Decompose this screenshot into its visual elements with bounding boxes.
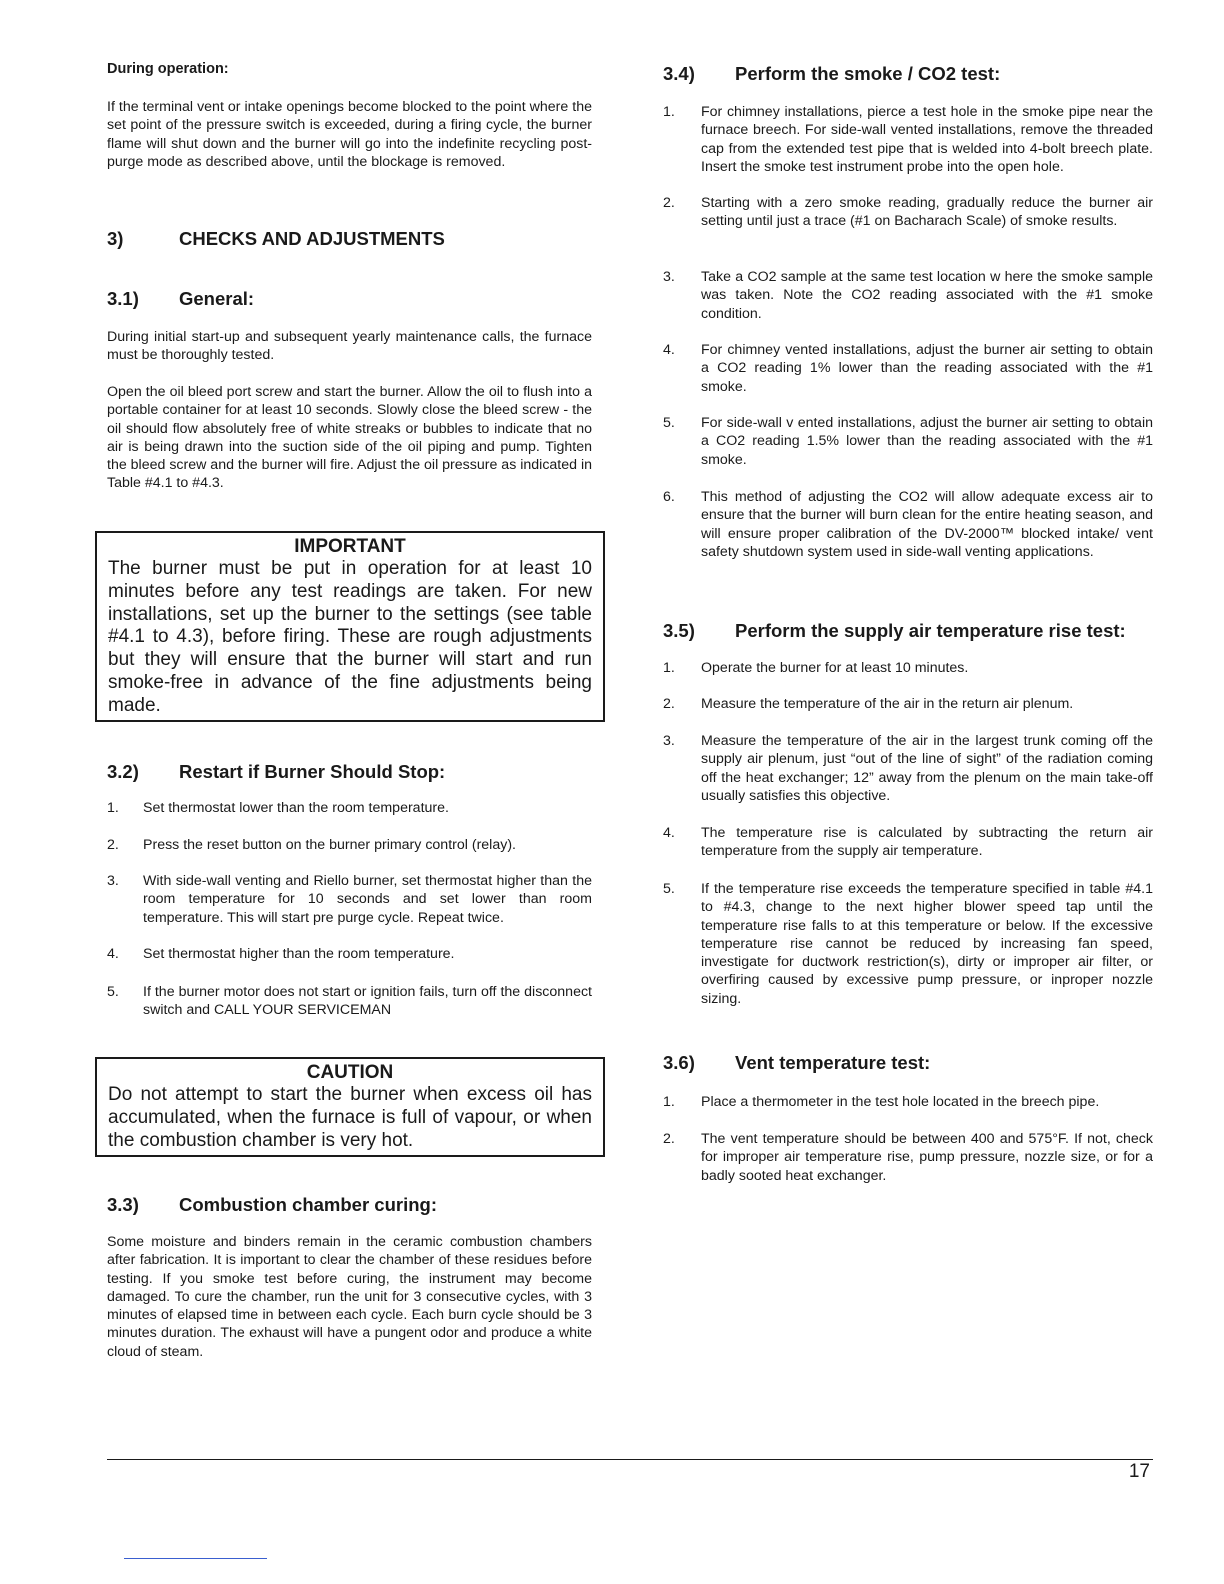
section-number: 3.3) — [107, 1194, 139, 1215]
list-text: Measure the temperature of the air in the return air plenum. — [701, 696, 1074, 712]
list-text: Set thermostat higher than the room temperature. — [143, 946, 455, 962]
section-3-5-heading — [663, 620, 1126, 642]
caution-title: CAUTION — [306, 1062, 394, 1083]
list-text: The vent temperature should be between 400 and 575°F. If not, check for improper air temperature rise, pump pressure, nozzle size, or for a badly sooted heat exchanger. — [701, 1131, 1153, 1184]
general-paragraph-1: During initial start-up and subsequent yearly maintenance calls, the furnace must be thoroughly tested. — [107, 329, 592, 364]
curing-paragraph: Some moisture and binders remain in the ceramic combustion chambers after fabrication. It is important to clear the chamber of these residues before testing. If you smoke test before curing, the instrument may become damaged. To cure the chamber, run the unit for 3 consecutive cycles, with 3 minutes of elapsed time in between each cycle. Each burn cycle should be 3 minutes duration. The exhaust will have a pungent odor and produce a white cloud of steam. — [107, 1234, 592, 1360]
section-number: 3.6) — [663, 1052, 695, 1073]
list-number: 3. — [107, 873, 119, 889]
list-number: 5. — [107, 984, 119, 1000]
list-number: 2. — [663, 696, 675, 712]
list-number: 4. — [107, 946, 119, 962]
list-number: 5. — [663, 881, 675, 897]
section-3-4-heading — [663, 63, 1000, 85]
caution-text: Do not attempt to start the burner when excess oil has accumulated, when the furnace is full of vapour, or when the combustion chamber is very hot. — [108, 1084, 592, 1151]
list-text: Measure the temperature of the air in the largest trunk coming off the supply air plenum, just “out of the line of sight” of the radiation coming off the heat exchanger; 12” away from the plenum on the main take-off usually satisfies this objective. — [701, 733, 1153, 804]
list-text: If the temperature rise exceeds the temperature specified in table #4.1 to #4.3, change to the next higher blower speed tap until the temperature rise falls to at this temperature or below. If the excessive temperature rise cannot be reduced by increasing fan speed, investigate for ductwork restriction(s), dirty or improper air filter, or overfiring caused by excessive pump pressure, or inproper nozzle sizing. — [701, 881, 1153, 1007]
section-3-heading — [107, 228, 445, 250]
section-title: Perform the supply air temperature rise test: — [735, 620, 1126, 641]
list-text: Press the reset button on the burner primary control (relay). — [143, 837, 516, 853]
list-number: 4. — [663, 342, 675, 358]
section-3-1-heading — [107, 288, 254, 310]
list-number: 4. — [663, 825, 675, 841]
section-number: 3.1) — [107, 288, 139, 309]
important-title: IMPORTANT — [294, 536, 406, 557]
section-3-2-heading — [107, 761, 445, 783]
list-text: Set thermostat lower than the room temperature. — [143, 800, 449, 816]
list-number: 3. — [663, 269, 675, 285]
important-box — [95, 531, 605, 722]
important-text: The burner must be put in operation for at least 10 minutes before any test readings are taken. For new installations, set up the burner to the settings (see table #4.1 to 4.3), before firing. These are rough adjustments but they will ensure that the burner will start and run smoke-free in advance of the fine adjustments being made. — [108, 558, 592, 716]
section-number: 3.2) — [107, 761, 139, 782]
list-text: This method of adjusting the CO2 will allow adequate excess air to ensure that the burner will burn clean for the entire heating season, and will ensure proper calibration of the DV-2000™ blocked intake/ vent safety shutdown system used in side-wall venting applications. — [701, 489, 1153, 560]
general-paragraph-2: Open the oil bleed port screw and start the burner. Allow the oil to flush into a portable container for at least 10 seconds. Slowly close the bleed screw - the oil should flow absolutely free of white streaks or bubbles to indicate that no air is being drawn into the suction side of the oil piping and pump. Tighten the bleed screw and the burner will fire. Adjust the oil pressure as indicated in Table #4.1 to #4.3. — [107, 384, 593, 492]
list-text: Starting with a zero smoke reading, gradually reduce the burner air setting until just a trace (#1 on Bacharach Scale) of smoke results. — [701, 195, 1153, 230]
list-number: 3. — [663, 733, 675, 749]
list-number: 1. — [663, 1094, 675, 1110]
caution-box — [95, 1057, 605, 1157]
list-number: 1. — [663, 660, 675, 676]
section-title: Vent temperature test: — [735, 1052, 931, 1073]
section-number: 3.5) — [663, 620, 695, 641]
list-number: 1. — [663, 104, 675, 120]
list-text: For chimney vented installations, adjust the burner air setting to obtain a CO2 reading 1% lower than the reading associated with the #1 smoke. — [701, 342, 1153, 395]
list-text: Operate the burner for at least 10 minutes. — [701, 660, 969, 676]
list-text: If the burner motor does not start or ignition fails, turn off the disconnect switch and CALL YOUR SERVICEMAN — [143, 984, 592, 1019]
list-number: 6. — [663, 489, 675, 505]
list-text: Take a CO2 sample at the same test location w here the smoke sample was taken. Note the CO2 reading associated with the #1 smoke condition. — [701, 269, 1153, 322]
section-title: Perform the smoke / CO2 test: — [735, 63, 1001, 84]
section-title: Restart if Burner Should Stop: — [179, 761, 446, 782]
list-number: 2. — [663, 195, 675, 211]
section-number: 3.4) — [663, 63, 695, 84]
list-text: Place a thermometer in the test hole located in the breech pipe. — [701, 1094, 1100, 1110]
list-number: 2. — [663, 1131, 675, 1147]
list-text: With side-wall venting and Riello burner, set thermostat higher than the room temperature for 10 seconds and set lower than room temperature. This will start pre purge cycle. Repeat twice. — [143, 873, 592, 926]
list-text: For chimney installations, pierce a test hole in the smoke pipe near the furnace breech. For side-wall vented installations, remove the threaded cap from the extended test pipe that is welded into 4-bolt breech plate. Insert the smoke test instrument probe into the open hole. — [701, 104, 1153, 175]
list-text: The temperature rise is calculated by subtracting the return air temperature from the supply air temperature. — [701, 825, 1153, 860]
footer-rule — [107, 1459, 1153, 1460]
during-operation-title: During operation: — [107, 61, 229, 77]
section-3-3-heading — [107, 1194, 437, 1216]
list-number: 1. — [107, 800, 119, 816]
section-title: Combustion chamber curing: — [179, 1194, 437, 1215]
list-number: 2. — [107, 837, 119, 853]
page-number: 17 — [1128, 1461, 1150, 1482]
section-title: CHECKS AND ADJUSTMENTS — [179, 228, 445, 249]
footer-link-underline — [124, 1558, 267, 1559]
section-number: 3) — [107, 228, 124, 249]
section-3-6-heading — [663, 1052, 930, 1074]
section-title: General: — [179, 288, 255, 309]
list-number: 5. — [663, 415, 675, 431]
list-text: For side-wall v ented installations, adjust the burner air setting to obtain a CO2 reading 1.5% lower than the reading associated with the #1 smoke. — [701, 415, 1153, 468]
during-operation-text: If the terminal vent or intake openings become blocked to the point where the set point of the pressure switch is exceeded, during a firing cycle, the burner flame will shut down and the burner will go into the indefinite recycling post-purge mode as described above, until the blockage is removed. — [107, 99, 592, 170]
